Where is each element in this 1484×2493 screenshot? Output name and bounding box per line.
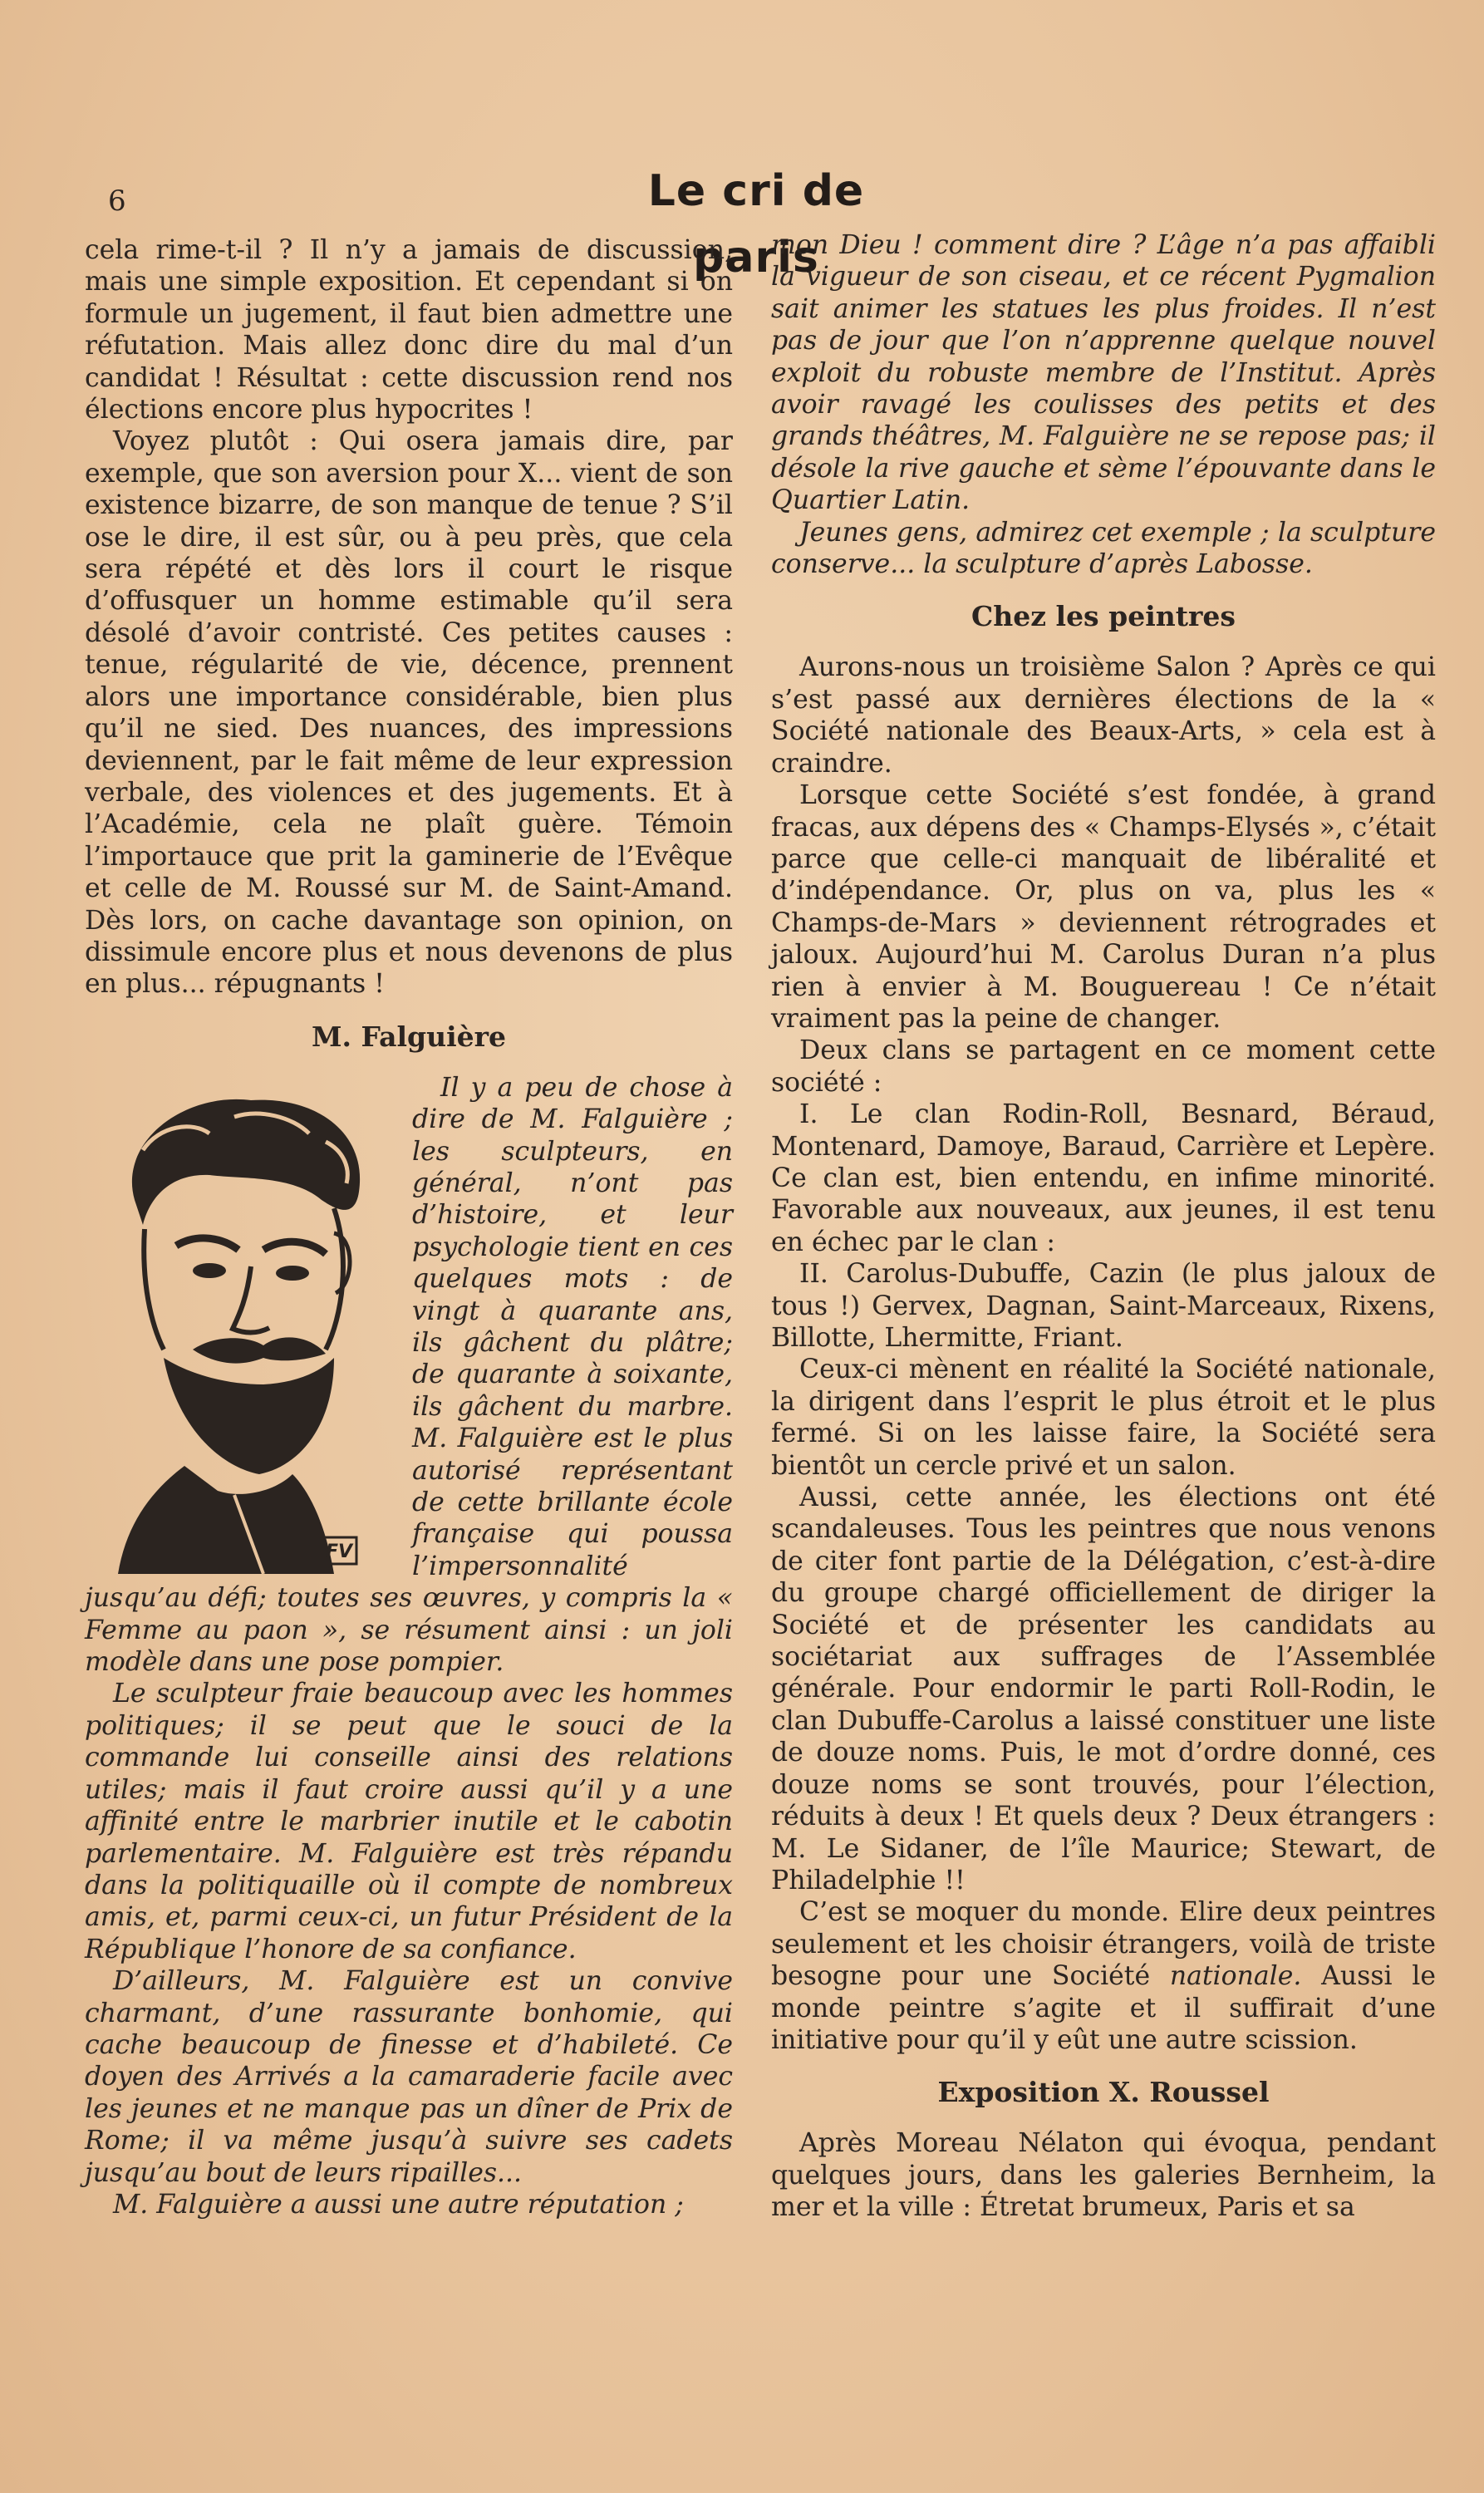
section-heading-peintres: Chez les peintres [971, 600, 1236, 633]
body-paragraph: Après Moreau Nélaton qui évoqua, pendant quelques jours, dans les galeries Bernheim, la mer et la ville : Étretat brumeux, Paris et sa [771, 2128, 1436, 2223]
body-paragraph: Le sculpteur fraie beaucoup avec les hommes politiques; il se peut que le souci de la commande lui conseille ainsi des relations utiles; mais il faut croire aussi qu’il y a une affinité entre le marbrier inutile et le cabotin parlementaire. M. Falguière est très répandu dans la politiquaille où il compte de nombreux amis, et, parmi ceux-ci, un futur Président de la République l’honore de sa confiance. [85, 1679, 733, 1964]
left-column [85, 234, 733, 2220]
body-paragraph [771, 1896, 1436, 2056]
body-paragraph: II. Carolus-Dubuffe, Cazin (le plus jaloux de tous !) Gervex, Dagnan, Saint-Marceaux, Rixens, Billotte, Lhermitte, Friant. [771, 1259, 1436, 1353]
emphasis-text: nationale. [1169, 1961, 1302, 1992]
masthead-title: Le cri de paris [647, 166, 865, 283]
section-heading-falguiere: M. Falguière [311, 1020, 507, 1053]
right-column [771, 229, 1436, 2224]
portrait-illustration [85, 1075, 400, 1574]
body-paragraph: Deux clans se partagent en ce moment cette société : [771, 1035, 1436, 1098]
portrait-monogram: FV [326, 1541, 353, 1562]
body-paragraph: Lorsque cette Société s’est fondée, à grand fracas, aux dépens des « Champs-Elysés », c’était parce que celle-ci manquait de libéralité et d’indépendance. Or, plus on va, plus les « Champs-de-Mars » deviennent rétrogrades et jaloux. Aujourd’hui M. Carolus Duran n’a plus rien à envier à M. Bouguereau ! Ce n’était vraiment pas la peine de changer. [771, 780, 1436, 1034]
body-paragraph: M. Falguière a aussi une autre réputation ; [113, 2189, 684, 2220]
portrait-drawing [85, 1075, 400, 1574]
body-text: Aussi le monde peintre s’agite et il suffirait d’une initiative pour qu’il y eût une autre scission. [771, 1961, 1436, 2055]
section-heading-roussel: Exposition X. Roussel [937, 2076, 1270, 2109]
body-paragraph: Jeunes gens, admirez cet exemple ; la sculpture conserve... la sculpture d’après Labosse. [771, 517, 1436, 580]
body-paragraph: cela rime-t-il ? Il n’y a jamais de discussion, mais une simple exposition. Et cependant si on formule un jugement, il faut bien admettre une réfutation. Mais allez donc dire du mal d’un candidat ! Résultat : cette discussion rend nos élections encore plus hypocrites ! [85, 235, 733, 425]
body-paragraph: Aurons-nous un troisième Salon ? Après ce qui s’est passé aux dernières élections de la « Société nationale des Beaux-Arts, » cela est à craindre. [771, 652, 1436, 779]
body-paragraph: I. Le clan Rodin-Roll, Besnard, Béraud, Montenard, Damoye, Baraud, Carrière et Lepère. Ce clan est, bien entendu, en infime minorité. Favorable aux nouveaux, aux jeunes, il est tenu en échec par le clan : [771, 1099, 1436, 1257]
body-paragraph: Voyez plutôt : Qui osera jamais dire, par exemple, que son aversion pour X... vient de son existence bizarre, de son manque de tenue ? S’il ose le dire, il est sûr, ou à peu près, que cela sera répété et dès lors il court le risque d’offusquer un homme estimable qu’il sera désolé d’avoir contristé. Ces petites causes : tenue, régularité de vie, décence, prennent alors une importance considérable, bien plus qu’il ne sied. Des nuances, des impressions deviennent, par le fait même de leur expression verbale, des violences et des jugements. Et à l’Académie, cela ne plaît guère. Témoin l’importauce que prit la gaminerie de l’Evêque et celle de M. Roussé sur M. de Saint-Amand. Dès lors, on cache davantage son opinion, on dissimule encore plus et nous devenons de plus en plus... répugnants ! [85, 426, 733, 1000]
body-paragraph: mon Dieu ! comment dire ? L’âge n’a pas affaibli la vigueur de son ciseau, et ce récent Pygmalion sait animer les statues les plus froides. Il n’est pas de jour que l’on n’apprenne quelque nouvel exploit du robuste membre de l’Institut. Après avoir ravagé les coulisses des petits et des grands théâtres, M. Falguière ne se repose pas; il désole la rive gauche et sème l’épouvante dans le Quartier Latin. [771, 230, 1436, 516]
body-paragraph-with-portrait [85, 1072, 733, 1679]
page-number: 6 [108, 184, 126, 218]
body-paragraph: Ceux-ci mènent en réalité la Société nationale, la dirigent dans l’esprit le plus étroit et le plus fermé. Si on les laisse faire, la Société sera bientôt un cercle privé et un salon. [771, 1355, 1436, 1481]
body-text: C’est se moquer du monde. Elire deux peintres seulement et les choisir étrangers, voilà de triste besogne pour une Société [771, 1897, 1436, 1992]
body-paragraph: D’ailleurs, M. Falguière est un convive charmant, d’une rassurante bonhomie, qui cache beaucoup de finesse et d’habileté. Ce doyen des Arrivés a la camaraderie facile avec les jeunes et ne manque pas un dîner de Prix de Rome; il va même jusqu’à suivre ses cadets jusqu’au bout de leurs ripailles... [85, 1966, 733, 2188]
falguiere-article-continued [771, 229, 1436, 580]
falguiere-article [85, 1072, 733, 2221]
body-paragraph: Aussi, cette année, les élections ont été scandaleuses. Tous les peintres que nous venons de citer font partie de la Délégation, c’est-à-dire du groupe chargé officiellement de diriger la Société et de présenter les candidats au sociétariat aux suffrages de l’Assemblée générale. Pour endormir le parti Roll-Rodin, le clan Dubuffe-Carolus a laissé constituer une liste de douze noms. Puis, le mot d’ordre donné, ces douze noms se sont trouvés, pour l’élection, réduits à deux ! Et quels deux ? Deux étrangers : M. Le Sidaner, de l’île Maurice; Stewart, de Philadelphie !! [771, 1483, 1436, 1896]
body-paragraph-text: Il y a peu de chose à dire de M. Falguière ; les sculpteurs, en général, n’ont pas d’histoire, et leur psychologie tient en ces quelques mots : de vingt à quarante ans, ils gâchent du plâtre; de quarante à soixante, ils gâchent du marbre. M. Falguière est le plus autorisé représentant de cette brillante école française qui poussa l’impersonnalité jusqu’au défi; toutes ses œuvres, y compris la « Femme au paon », se résument ainsi : un joli modèle dans une pose pompier. [85, 1072, 733, 1678]
